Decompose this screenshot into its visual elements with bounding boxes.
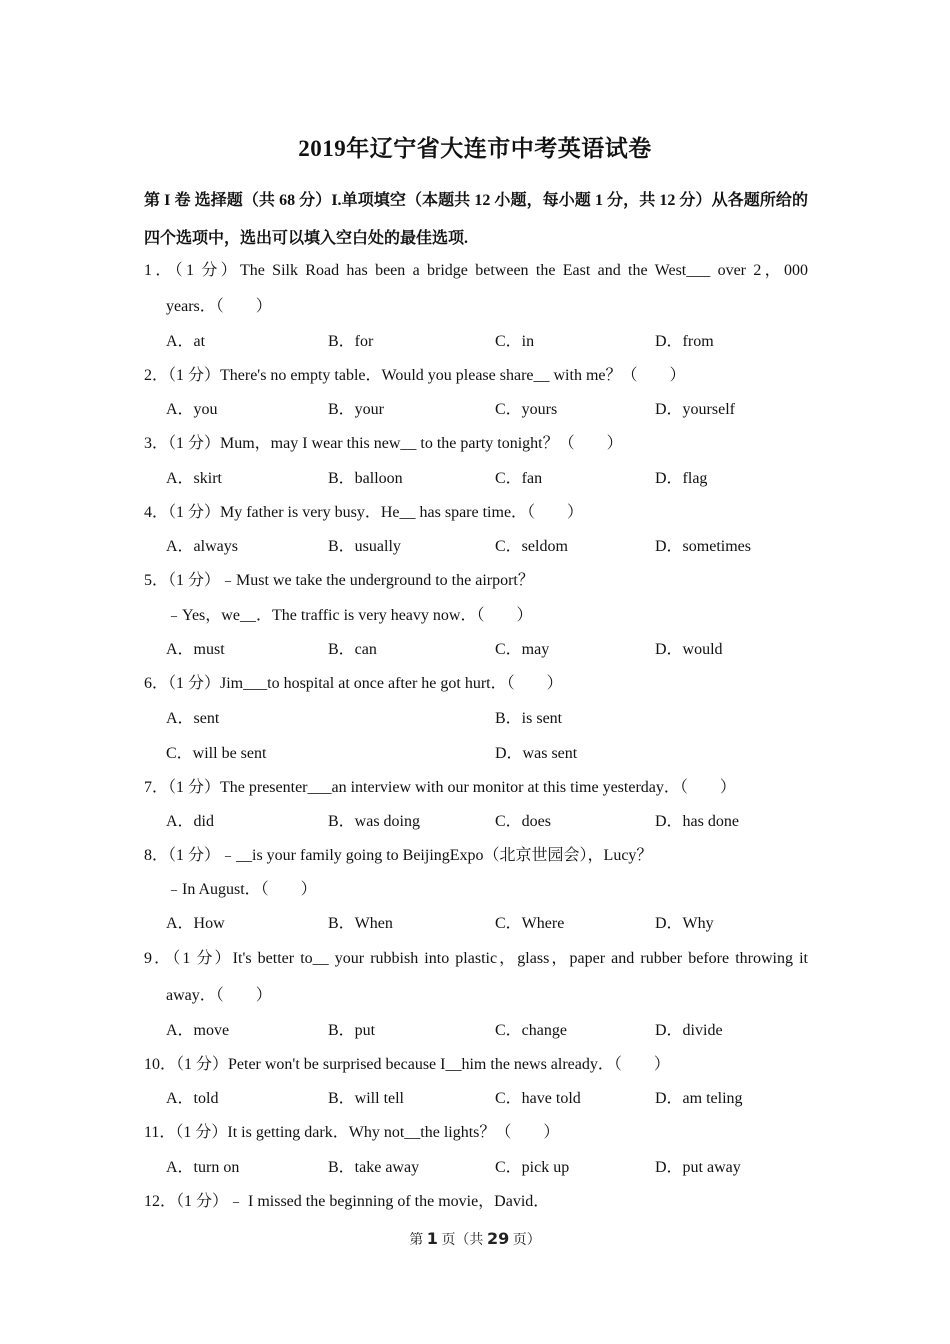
question-8-stem-cont: ﹣In August．（ ） [166, 881, 317, 898]
question-11-stem: 11．（1 分）It is getting dark．Why not__the lights？（ ） [144, 1124, 560, 1141]
question-5-stem: 5．（1 分）﹣Must we take the underground to the airport？ [144, 572, 534, 589]
question-5-option-a: A．must [166, 641, 225, 658]
question-6-stem: 6．（1 分）Jim___to hospital at once after he got hurt．（ ） [144, 675, 563, 692]
question-11-option-b: B．take away [328, 1159, 420, 1176]
question-8-option-a: A．How [166, 915, 225, 932]
question-12-stem: 12．（1 分）﹣ I missed the beginning of the movie，David． [144, 1193, 550, 1210]
page-footer [0, 1228, 950, 1252]
question-6-option-b: B．is sent [495, 710, 563, 727]
question-11-option-d: D．put away [655, 1159, 741, 1176]
question-11-option-a: A．turn on [166, 1159, 240, 1176]
question-5-stem-cont: ﹣Yes，we__．The traffic is very heavy now．（ ） [166, 607, 533, 624]
question-1-stem-cont: years．（ ） [166, 298, 272, 315]
question-9-option-b: B．put [328, 1022, 376, 1039]
question-3-option-c: C．fan [495, 470, 543, 487]
question-1-option-b: B．for [328, 333, 374, 350]
question-7-option-a: A．did [166, 813, 215, 830]
question-10-option-b: B．will tell [328, 1090, 405, 1107]
question-5-option-c: C．may [495, 641, 550, 658]
question-9-stem: 9．（1 分）It's better to__ your rubbish into plastic，glass，paper and rubber before throwing it [144, 950, 808, 967]
question-4-stem: 4．（1 分）My father is very busy．He__ has spare time．（ ） [144, 504, 584, 521]
question-5-option-d: D．would [655, 641, 723, 658]
footer-total-pages: 29 [486, 1229, 510, 1248]
question-8-option-c: C．Where [495, 915, 565, 932]
footer-prefix: 第 [409, 1233, 424, 1248]
question-8-stem: 8．（1 分）﹣__is your family going to BeijingExpo（北京世园会），Lucy？ [144, 847, 653, 864]
question-2-option-b: B．your [328, 401, 385, 418]
question-11-option-c: C．pick up [495, 1159, 570, 1176]
question-3-option-b: B．balloon [328, 470, 403, 487]
page-title: 2019年辽宁省大连市中考英语试卷 [298, 136, 652, 161]
question-1-stem: 1．（1 分）The Silk Road has been a bridge between the East and the West___ over 2，000 [144, 262, 808, 279]
question-1-option-c: C．in [495, 333, 535, 350]
question-9-option-a: A．move [166, 1022, 230, 1039]
question-6-option-d: D．was sent [495, 745, 578, 762]
section-header: 第 I 卷 选择题（共 68 分）I.单项填空（本题共 12 小题，每小题 1 分，共 12 分）从各题所给的四个选项中，选出可以填入空白处的最佳选项. [144, 192, 808, 247]
question-6-option-a: A．sent [166, 710, 220, 727]
question-4-option-a: A．always [166, 538, 238, 555]
footer-middle: 页（共 [441, 1233, 484, 1248]
question-7-option-b: B．was doing [328, 813, 421, 830]
question-1-option-d: D．from [655, 333, 714, 350]
question-7-option-c: C．does [495, 813, 552, 830]
question-4-option-c: C．seldom [495, 538, 568, 555]
question-8-option-d: D．Why [655, 915, 714, 932]
question-5-option-b: B．can [328, 641, 377, 658]
question-10-option-d: D．am teling [655, 1090, 743, 1107]
question-8-option-b: B．When [328, 915, 393, 932]
question-2-option-c: C．yours [495, 401, 558, 418]
question-1-option-a: A．at [166, 333, 206, 350]
footer-page-number: 1 [426, 1229, 438, 1248]
question-10-option-a: A．told [166, 1090, 219, 1107]
question-9-option-d: D．divide [655, 1022, 723, 1039]
question-7-option-d: D．has done [655, 813, 739, 830]
question-10-stem: 10．（1 分）Peter won't be surprised because I__him the news already．（ ） [144, 1056, 670, 1073]
question-2-option-d: D．yourself [655, 401, 735, 418]
question-3-option-a: A．skirt [166, 470, 223, 487]
question-10-option-c: C．have told [495, 1090, 581, 1107]
footer-suffix: 页） [512, 1233, 541, 1248]
question-3-stem: 3．（1 分）Mum，may I wear this new__ to the party tonight？（ ） [144, 435, 623, 452]
question-4-option-b: B．usually [328, 538, 401, 555]
question-4-option-d: D．sometimes [655, 538, 751, 555]
question-6-option-c: C．will be sent [166, 745, 267, 762]
question-9-stem-cont: away．（ ） [166, 987, 272, 1004]
question-2-stem: 2．（1 分）There's no empty table．Would you please share__ with me？（ ） [144, 367, 686, 384]
question-7-stem: 7．（1 分）The presenter___an interview with our monitor at this time yesterday．（ ） [144, 779, 736, 796]
question-9-option-c: C．change [495, 1022, 567, 1039]
question-2-option-a: A．you [166, 401, 218, 418]
question-3-option-d: D．flag [655, 470, 708, 487]
